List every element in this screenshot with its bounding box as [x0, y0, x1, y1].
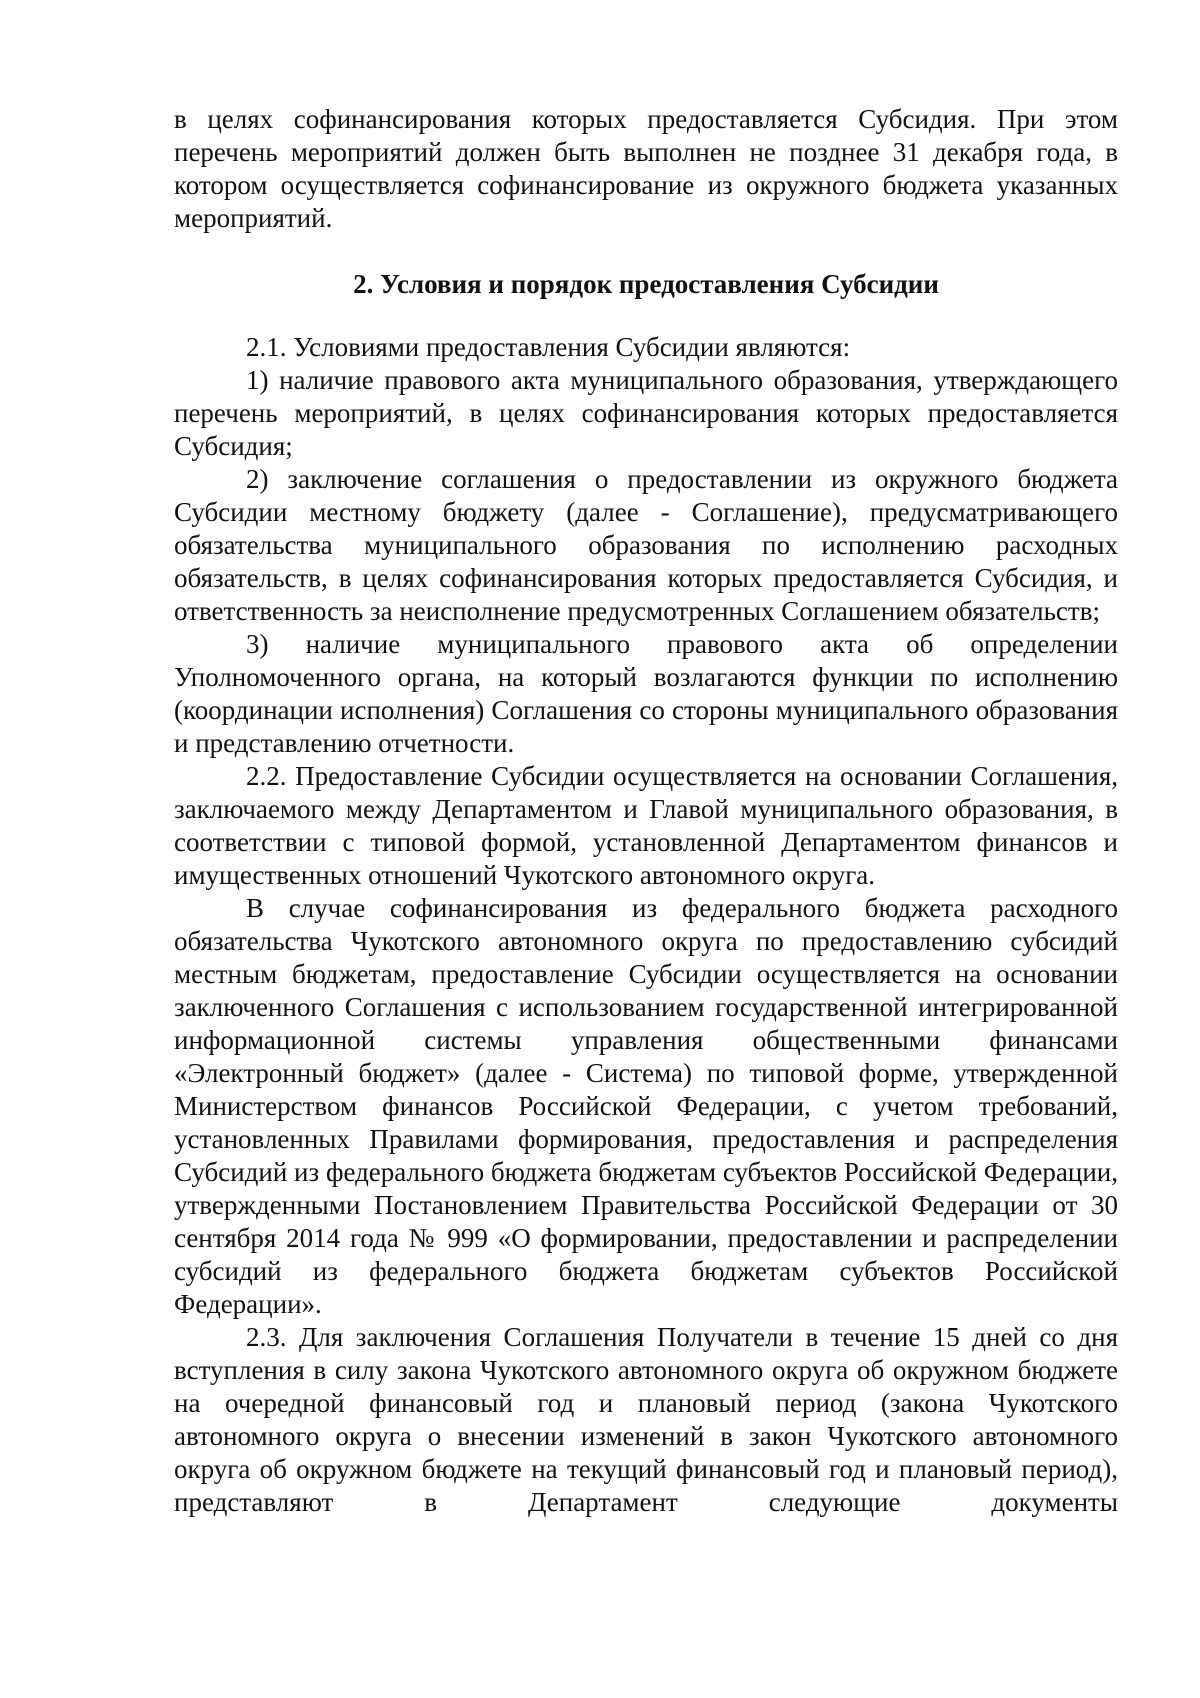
paragraph-2-3: 2.3. Для заключения Соглашения Получатели в течение 15 дней со дня вступления в силу закона Чукотского автономного округа об окружном бюджете на очередной финансовый год и плановый период (закона Чукотского автономного округа о внесении изменений в закон Чукотского автономного округа об окружном бюджете на текущий финансовый год и плановый период), представляют в Департамент следующие документы: [174, 1322, 1118, 1517]
intro-paragraph: в целях софинансирования которых предоставляется Субсидия. При этом перечень мероприятий должен быть выполнен не позднее 31 декабря года, в котором осуществляется софинансирование из окружного бюджета указанных мероприятий.: [174, 104, 1118, 233]
paragraph-2-1-item-3: 3) наличие муниципального правового акта об определении Уполномоченного органа, на который возлагаются функции по исполнению (координации исполнения) Соглашения со стороны муниципального образования и представлению отчетности.: [174, 629, 1118, 758]
paragraph-2-1: 2.1. Условиями предоставления Субсидии являются:: [246, 332, 851, 362]
paragraph-2-1-item-2: 2) заключение соглашения о предоставлении из окружного бюджета Субсидии местному бюджету (далее - Соглашение), предусматривающего обязательства муниципального образования по исполнению расходных обязательств, в целях софинансирования которых предоставляется Субсидия, и ответственность за неисполнение предусмотренных Соглашением обязательств;: [174, 464, 1118, 626]
paragraph-2-1-item-1: 1) наличие правового акта муниципального образования, утверждающего перечень мероприятий, в целях софинансирования которых предоставляется Субсидия;: [174, 365, 1118, 461]
document-page: [174, 103, 1118, 1519]
paragraph-federal-cofinancing: В случае софинансирования из федерального бюджета расходного обязательства Чукотского автономного округа по предоставлению субсидий местным бюджетам, предоставление Субсидии осуществляется на основании заключенного Соглашения с использованием государственной интегрированной информационной системы управления общественными финансами «Электронный бюджет» (далее - Система) по типовой форме, утвержденной Министерством финансов Российской Федерации, с учетом требований, установленных Правилами формирования, предоставления и распределения Субсидий из федерального бюджета бюджетам субъектов Российской Федерации, утвержденными Постановлением Правительства Российской Федерации от 30 сентября 2014 года № 999 «О формировании, предоставлении и распределении субсидий из федерального бюджета бюджетам субъектов Российской Федерации».: [174, 893, 1118, 1319]
section-heading: 2. Условия и порядок предоставления Субсидии: [353, 269, 939, 299]
paragraph-2-2: 2.2. Предоставление Субсидии осуществляется на основании Соглашения, заключаемого между Департаментом и Главой муниципального образования, в соответствии с типовой формой, установленной Департаментом финансов и имущественных отношений Чукотского автономного округа.: [174, 761, 1118, 890]
section-heading-wrap: [174, 268, 1118, 301]
